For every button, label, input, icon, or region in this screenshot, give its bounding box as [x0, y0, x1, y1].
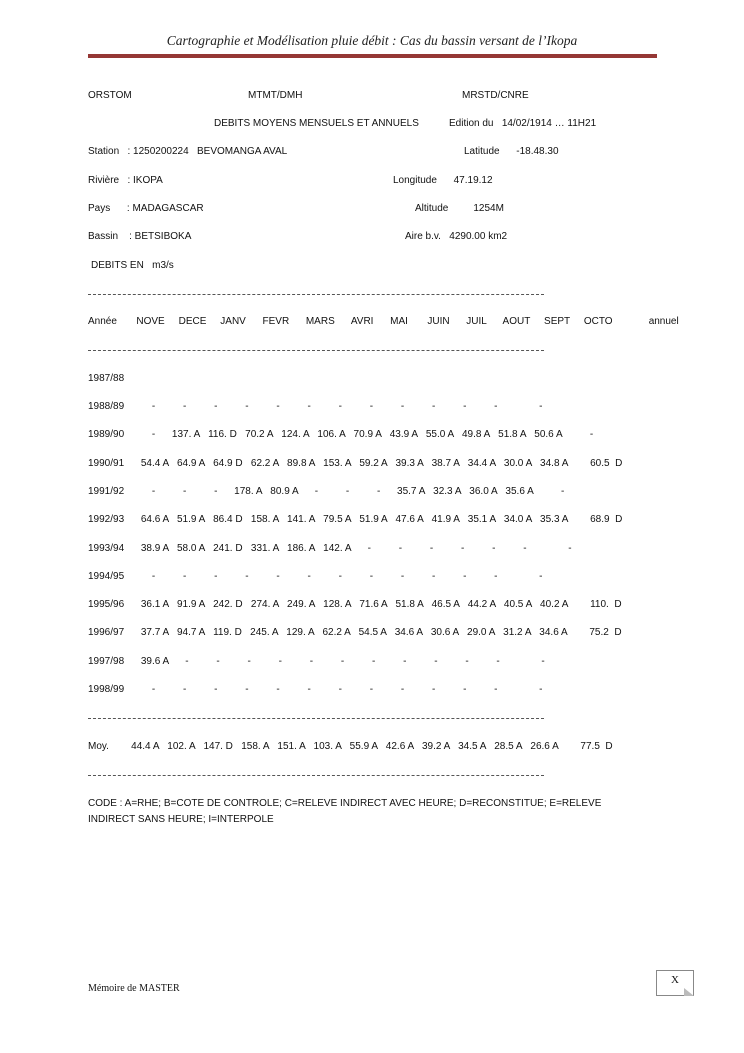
station-info: Station : 1250200224 BEVOMANGA AVAL — [88, 146, 288, 157]
code-legend: CODE : A=RHE; B=COTE DE CONTROLE; C=RELEVE INDIRECT AVEC HEURE; D=RECONSTITUE; E=RELEVE INDIRECT SANS HEURE; I=INTERPOLE — [88, 798, 602, 825]
river-info: Rivière : IKOPA — [88, 175, 163, 186]
table-row: 1990/91 54.4 A 64.9 A 64.9 D 62.2 A 89.8 A 153. A 59.2 A 39.3 A 38.7 A 34.4 A 30.0 A 34.8 A 60.5 D — [88, 458, 623, 469]
table-row: 1992/93 64.6 A 51.9 A 86.4 D 158. A 141. A 79.5 A 51.9 A 47.6 A 41.9 A 35.1 A 34.0 A 35.3 A 68.9 D — [88, 514, 623, 525]
page-header-title: Cartographie et Modélisation pluie débit : Cas du bassin versant de l’Ikopa — [166, 33, 578, 48]
units-label: DEBITS EN m3/s — [91, 260, 174, 271]
table-separator — [88, 350, 544, 351]
table-row: 1993/94 38.9 A 58.0 A 241. D 331. A 186. A 142. A - - - - - - - — [88, 543, 572, 554]
header-rule — [88, 54, 657, 58]
latitude-info: Latitude -18.48.30 — [464, 146, 559, 157]
table-row: 1991/92 - - - 178. A 80.9 A - - - 35.7 A 32.3 A 36.0 A 35.6 A - — [88, 486, 565, 497]
table-separator — [88, 775, 544, 776]
table-mean-row: Moy. 44.4 A 102. A 147. D 158. A 151. A 103. A 55.9 A 42.6 A 39.2 A 34.5 A 28.5 A 26.6 A 77.5 D — [88, 741, 613, 752]
edition-date: Edition du 14/02/1914 … 11H21 — [449, 118, 597, 129]
org-mtmt: MTMT/DMH — [248, 90, 303, 101]
table-separator — [88, 294, 544, 295]
country-info: Pays : MADAGASCAR — [88, 203, 204, 214]
table-row: 1997/98 39.6 A - - - - - - - - - - - - — [88, 656, 545, 667]
table-row: 1988/89 - - - - - - - - - - - - - — [88, 401, 543, 412]
table-separator — [88, 718, 544, 719]
footer-label: Mémoire de MASTER — [88, 983, 180, 994]
longitude-info: Longitude 47.19.12 — [393, 175, 493, 186]
org-orstom: ORSTOM — [88, 90, 132, 101]
table-row: 1989/90 - 137. A 116. D 70.2 A 124. A 106. A 70.9 A 43.9 A 55.0 A 49.8 A 51.8 A 50.6 A - — [88, 429, 594, 440]
table-row: 1996/97 37.7 A 94.7 A 119. D 245. A 129. A 62.2 A 54.5 A 34.6 A 30.6 A 29.0 A 31.2 A 34.6 A 75.2 D — [88, 627, 622, 638]
table-header-row: Année NOVE DECE JANV FEVR MARS AVRI MAI JUIN JUIL AOUT SEPT OCTO annuel — [88, 316, 679, 327]
table-row: 1998/99 - - - - - - - - - - - - - — [88, 684, 543, 695]
page-number-box — [656, 970, 694, 996]
basin-info: Bassin : BETSIBOKA — [88, 231, 192, 242]
area-info: Aire b.v. 4290.00 km2 — [405, 231, 508, 242]
table-row: 1994/95 - - - - - - - - - - - - - — [88, 571, 543, 582]
org-mrstd: MRSTD/CNRE — [462, 90, 529, 101]
table-row: 1995/96 36.1 A 91.9 A 242. D 274. A 249. A 128. A 71.6 A 51.8 A 46.5 A 44.2 A 40.5 A 40.2 A 110. D — [88, 599, 622, 610]
page-number: X — [671, 974, 679, 986]
table-row: 1987/88 — [88, 373, 125, 384]
altitude-info: Altitude 1254M — [415, 203, 504, 214]
page-fold-icon — [684, 988, 694, 996]
report-title: DEBITS MOYENS MENSUELS ET ANNUELS — [214, 118, 419, 129]
